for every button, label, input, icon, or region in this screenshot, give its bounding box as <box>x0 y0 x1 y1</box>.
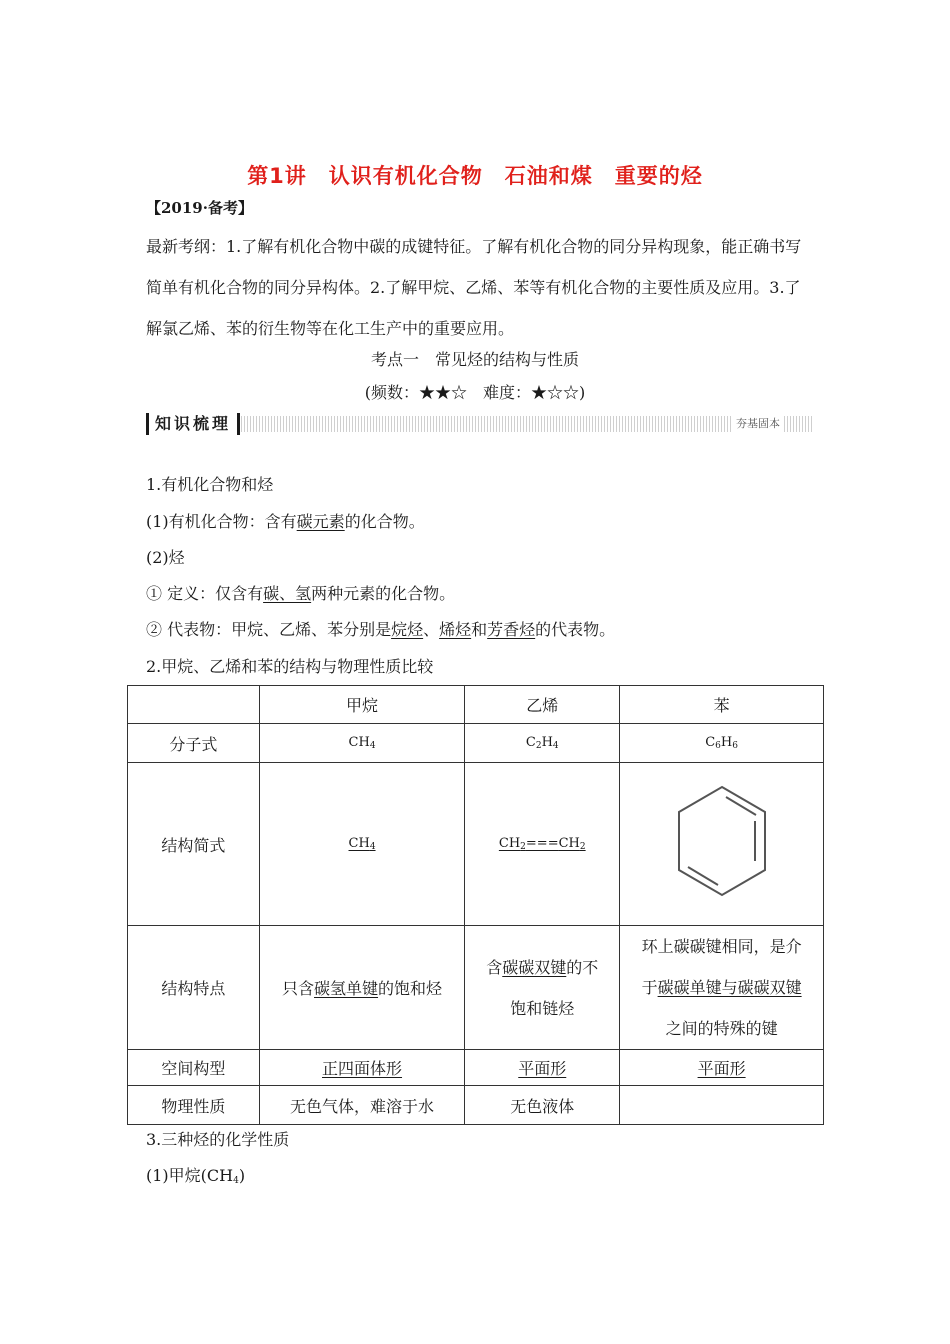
structure-benzene <box>620 763 824 926</box>
table-header-cell: 甲烷 <box>259 686 465 724</box>
page-title: 第1讲 认识有机化合物 石油和煤 重要的烃 <box>247 164 703 188</box>
formula-ethene: $C_2H_4$ <box>465 724 620 763</box>
space-benzene: 平面形 <box>620 1050 824 1086</box>
banner-right-label: 夯基固本 <box>732 413 784 435</box>
feature-benzene: 环上碳碳键相同，是介于碳碳单键与碳碳双键之间的特殊的键 <box>620 926 824 1050</box>
table-header-cell: 苯 <box>620 686 824 724</box>
table-row-space <box>128 1050 824 1086</box>
table-row-structure <box>128 763 824 926</box>
space-ethene: 平面形 <box>465 1050 620 1086</box>
row-label: 结构简式 <box>128 763 260 926</box>
section1-line4: ② 代表物：甲烷、乙烯、苯分别是烷烃、烯烃和芳香烃的代表物。 <box>146 620 616 639</box>
structure-methane: $CH_4$ <box>259 763 465 926</box>
section1-line3: ① 定义：仅含有碳、氢两种元素的化合物。 <box>146 584 456 603</box>
section1-line2: (2)烃 <box>146 548 185 567</box>
row-label: 物理性质 <box>128 1086 260 1125</box>
benzene-ring-diagram <box>672 783 772 901</box>
table-header-cell: 乙烯 <box>465 686 620 724</box>
row-label: 结构特点 <box>128 926 260 1050</box>
feature-ethene: 含碳碳双键的不饱和链烃 <box>465 926 620 1050</box>
table-header-cell <box>128 686 260 724</box>
formula-benzene: $C_6H_6$ <box>620 724 824 763</box>
banner-left-label: 知识梳理 <box>146 413 240 435</box>
row-label: 空间构型 <box>128 1050 260 1086</box>
section2-heading: 2.甲烷、乙烯和苯的结构与物理性质比较 <box>146 657 434 676</box>
point-title: 考点一 常见烃的结构与性质 <box>370 350 579 369</box>
table-row-formula <box>128 724 824 763</box>
physical-ethene: 无色液体 <box>465 1086 620 1125</box>
physical-benzene <box>620 1086 824 1125</box>
year-tag: 【2019·备考】 <box>146 199 253 217</box>
section1-line1: (1)有机化合物：含有碳元素的化合物。 <box>146 512 425 531</box>
syllabus-paragraph: 最新考纲：1.了解有机化合物中碳的成键特征。了解有机化合物的同分异构现象，能正确书写简单有机化合物的同分异构体。2.了解甲烷、乙烯、苯等有机化合物的主要性质及应用。3.了解氯乙烯、苯的衍生物等在化工生产中的重要应用。 <box>146 237 802 338</box>
point-meta: (频数：★★☆ 难度：★☆☆) <box>364 383 586 402</box>
section-banner <box>146 413 814 435</box>
comparison-table <box>127 685 824 1125</box>
section1-heading: 1.有机化合物和烃 <box>146 475 274 494</box>
row-label: 分子式 <box>128 724 260 763</box>
banner-stripe <box>238 416 814 432</box>
feature-methane: 只含碳氢单键的饱和烃 <box>259 926 465 1050</box>
table-row-physical <box>128 1086 824 1125</box>
formula-methane: $CH_4$ <box>259 724 465 763</box>
space-methane: 正四面体形 <box>259 1050 465 1086</box>
table-header-row <box>128 686 824 724</box>
structure-ethene: $CH_2===CH_2$ <box>465 763 620 926</box>
section3-sub: (1)甲烷$(CH_4)$ <box>146 1166 246 1186</box>
table-row-feature <box>128 926 824 1050</box>
section3-heading: 3.三种烃的化学性质 <box>146 1130 290 1149</box>
physical-methane: 无色气体，难溶于水 <box>259 1086 465 1125</box>
